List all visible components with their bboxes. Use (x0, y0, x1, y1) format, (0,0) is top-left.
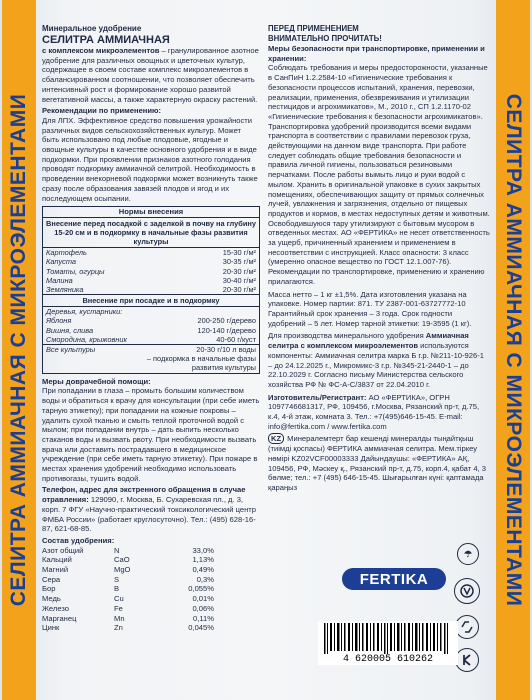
first-aid-title: Меры доврачебной помощи: (42, 376, 151, 386)
umbrella-icon: ☂ (457, 543, 479, 565)
norms-title: Нормы внесения (43, 207, 259, 218)
table-row: Томаты, огурцы 20-30 г/м² (46, 266, 256, 276)
table-row: Сера S 0,3% (42, 574, 214, 584)
usage-title: Рекомендации по применению: (42, 106, 162, 116)
phone-title: Телефон, адрес для экстренного обращения в случае отравления: (42, 485, 246, 505)
product-subtitle: с комплексом микроэлементов (42, 46, 160, 55)
table-row: Медь Cu 0,01% (42, 594, 214, 604)
table-row: Земляника 20-30 г/м² (43, 285, 259, 295)
phone-paragraph (42, 485, 260, 534)
norms-table (42, 206, 260, 373)
manufacturer-text: АО «ФЕРТИКА», ОГРН 1097746681317, РФ, 109456, г.Москва, Рязанский пр-т, д.75, к.4, 4-й этаж, комната 3. Тел.: +7(495)646-15-45. E-mail: info@fertika.com / www.fertika.com (268, 392, 480, 431)
table-row: Малина 30-40 г/м² (46, 275, 256, 285)
barcode-number: 4 620005 610262 (318, 654, 458, 665)
right-side-stripe (496, 0, 530, 700)
table-row: Цинк Zn 0,045% (42, 623, 214, 633)
norms-subtitle-2: Внесение при посадке и в подкормку (43, 295, 259, 307)
manufacturer-paragraph (268, 393, 490, 432)
kz-paragraph (268, 434, 490, 492)
table-row: Яблоня 200-250 г/дерево (46, 316, 256, 326)
eac-certification-icon (454, 578, 480, 604)
composition-table (42, 546, 260, 633)
norms-rows (43, 248, 259, 295)
left-side-title: СЕЛИТРА АММИАЧНАЯ С МИКРОЭЛЕМЕНТАМИ (7, 93, 30, 607)
table-row: Картофель 15-30 г/м² (46, 248, 256, 258)
norms-tail: – подкормка в начальные фазы развития культуры (146, 354, 256, 373)
table-row: Магний MgO 0,49% (42, 565, 214, 575)
table-row: Азот общий N 33,0% (42, 545, 214, 555)
composition-title: Состав удобрения: (42, 535, 115, 545)
product-name: СЕЛИТРА АММИАЧНАЯ (42, 34, 170, 46)
left-column (42, 24, 260, 633)
norms-subtitle: Внесение перед посадкой с заделкой в почву на глубину 15-20 см и в подкормку в начальные фазы развития культуры (43, 218, 259, 248)
kz-badge: KZ (268, 433, 284, 444)
components-paragraph: Для производства минерального удобрения Аммиачная селитра с комплексом микроэлементов используются компоненты: Аммиачная селитра марка Б г.р. №211-10-926-1 – до 24.12.2025 г., Микромикс-3 г.р. №345-21-2440-1 – до 22.10.2029 г. Согласно письму Министерства сельского хозяйства РФ № ФС-А-С/3837 от 22.04.2010 г. (268, 331, 484, 389)
phone-text: 129090, г. Москва, Б. Сухаревская пл., д. 3, корп. 7 ФГУ «Научно-практический токсикологический центр ФМБА России» (работает круглосуточно). Тел.: (495) 628-16-87, 621-68-85. (42, 495, 257, 534)
kz-conformity-icon (455, 648, 479, 672)
first-aid-text: При попадании в глаза – промыть большим количеством воды и обратиться к врачу для консультации (при себе иметь тарную этикетку); при попадании на кожные покровы – удалить сухой тканью и смыть теплой проточной водой с мылом; при попадании внутрь – дать выпить несколько стаканов воды и вызвать рвоту. При необходимости вызвать врача или доставить пострадавшего в медицинское учреждение (при себе иметь тарную этикетку). При пожаре в местах хранения удобрений необходимо использовать противогазы, тушить водой. (42, 386, 260, 483)
barcode (318, 621, 458, 665)
table-row: Кальций CaO 1,13% (42, 555, 214, 565)
table-row: Смородина, крыжовник 40-60 г/куст (43, 335, 259, 345)
warning-line-2: ВНИМАТЕЛЬНО ПРОЧИТАТЬ! (268, 34, 382, 43)
label-content (42, 24, 490, 696)
table-row: Деревья, кустарники: (46, 307, 123, 317)
table-row: Бор B 0,055% (42, 584, 214, 594)
warning-line-1: ПЕРЕД ПРИМЕНЕНИЕМ (268, 24, 359, 33)
intro-text: – гранулированное азотное удобрение для различных овощных и цветочных культур, содержащее в своем составе комплекс микроэлементов в сбалансированном соотношении, что позволяет обеспечить интенсивный рост и формирование хорошо развитой вегетативной массы, а также характерную окраску растений. (42, 46, 259, 104)
usage-text: Для ЛПХ. Эффективное средство повышения урожайности различных видов сельскохозяйственных культур. Может быть использовано под любые плодовые, ягодные и овощные культуры в качестве основного удобрения и в виде подкормки. При проявлении признаков азотного голодания проводят подкормку аммиачной селитрой. Необходимость в проведении внекорневой подкормки может возникнуть также сразу после образования завязей плодов и ягод и их последующем осыпании. (42, 115, 258, 203)
barcode-bars-icon (318, 621, 458, 654)
table-row: Железо Fe 0,06% (42, 603, 214, 613)
right-column (268, 24, 490, 493)
fertika-logo: FERTIKA (342, 568, 446, 590)
safety-title: Меры безопасности при транспортировке, применении и хранении: (268, 44, 485, 63)
fertilizer-type: Минеральное удобрение (42, 24, 142, 33)
right-side-title: СЕЛИТРА АММИАЧНАЯ С МИКРОЭЛЕМЕНТАМИ (502, 93, 525, 607)
mass-text: Масса нетто – 1 кг ±1,5%. Дата изготовления указана на упаковке. Номер партии: 871. ТУ 2387-001-63727772-10 Гарантийный срок хранения – 3 года. Срок годности удобрений – 5 лет. Номер тарной этикетки: 19-3595 (1 кг). (268, 289, 472, 328)
table-row: Капуста 30-35 г/м² (46, 257, 256, 267)
intro-paragraph (42, 46, 260, 104)
kz-text: Минералемтерт бар кешенді минералды тыңайтқыш (тиімді қоспасы) ФЕРТИКА аммиачная селитра. Мем.тіркеу нөмірі KZ02VCF00003333 Дайындаушы: «ФЕРТИКА» АҚ, 109456, РФ, Мәскеу қ., Рязанский пр-т, д.75, корп.4, қабат 4, 3 бөлме; тел.: +7 (495) 646-15-45. Шығарылған күні: қаптамада қараңыз (268, 434, 486, 492)
recycle-icon (455, 615, 479, 639)
left-side-stripe (2, 0, 36, 700)
table-row: Все культуры 20-30 г/10 л воды (46, 345, 256, 355)
table-row: Марганец Mn 0,11% (42, 613, 214, 623)
safety-text: Соблюдать требования и меры предосторожности, указанные в СанПиН 1.2.2584-10 «Гигиенические требования к безопасности процессов испытаний, хранения, перевозки, реализации, применения, обезвреживания и утилизации пестицидов и агрохимикатов», М., 2010 г., СП 1.2.1170-02 «Гигиенические требования к безопасности агрохимикатов». Транспортировка удобрений производится всеми видами транспорта в соответствии с правилами перевозок груза, действующими на данном виде транспорта. При работе следует соблюдать общие требования безопасности и правила личной гигиены, пользоваться резиновыми перчатками. После работы вымыть лицо и руки водой с мылом. Хранить в оригинальной упаковке в сухих закрытых помещениях, обеспечивающих защиту от прямых солнечных лучей, увлажнения и загрязнения, отдельно от пищевых продуктов и кормов, в местах недоступных детям и животным. Освободившуюся тару утилизируют с бытовым мусором в отведенных местах. АО «ФЕРТИКА» не несет ответственность за ущерб, причиненный хранением и применением в несоответствии с инструкцией. Класс опасности: 3 класс (умеренно опасное вещество по ГОСТ 12.1.007-76). Рекомендации по транспортировке, применению и хранению прилагаются. (268, 63, 490, 286)
manufacturer-title: Изготовитель/Регистрант: (268, 392, 367, 402)
table-row: Вишня, слива 120-140 г/дерево (46, 325, 256, 335)
